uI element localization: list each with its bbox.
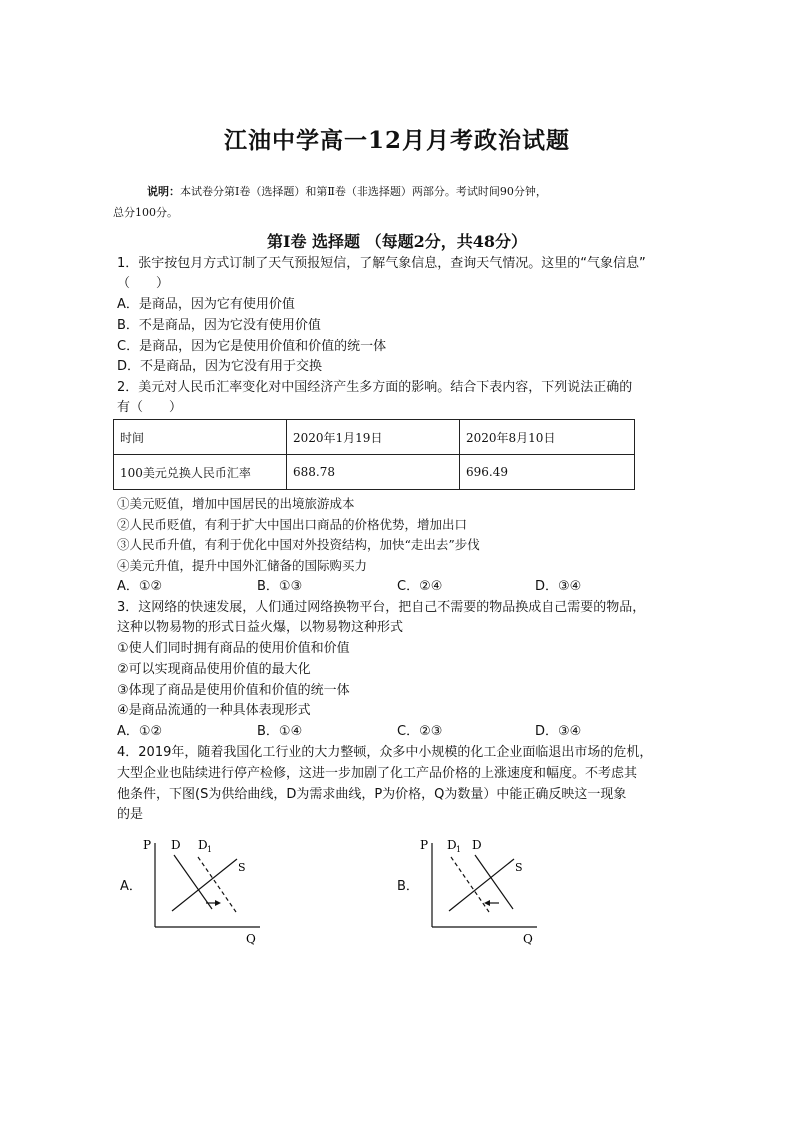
d1-label: D (198, 838, 208, 852)
q4-stem-line1: 4．2019年，随着我国化工行业的大力整顿，众多中小规模的化工企业面临退出市场的危机， (117, 745, 653, 760)
q2-choice-a: A．①② (117, 579, 163, 594)
q2-statement-2: ②人民币贬值，有利于扩大中国出口商品的价格优势，增加出口 (117, 517, 468, 532)
p-axis-label: P (420, 838, 429, 852)
d1-subscript: 1 (456, 845, 462, 854)
s-label: S (238, 861, 246, 874)
s-label: S (515, 861, 523, 874)
table-row (114, 455, 635, 490)
q1-option-c: C．是商品，因为它是使用价值和价值的统一体 (117, 339, 387, 354)
q3-choice-a: A．①② (117, 724, 163, 739)
q1-stem-line1: 1．张宇按包月方式订制了天气预报短信，了解气象信息，查询天气情况。这里的“气象信息” (117, 256, 646, 271)
table-cell: 696.49 (460, 455, 635, 490)
table-cell: 2020年1月19日 (287, 420, 460, 455)
q2-choice-b: B．①③ (257, 579, 303, 594)
q3-choice-c: C．②③ (397, 724, 443, 739)
exam-note-line2: 总分100分。 (113, 206, 178, 219)
table-cell: 688.78 (287, 455, 460, 490)
q4-stem-line2: 大型企业也陆续进行停产检修，这进一步加剧了化工产品价格的上涨速度和幅度。不考虑其 (117, 766, 638, 781)
section-title: 第Ⅰ卷 选择题 （每题2分，共48分） (266, 232, 528, 251)
q2-statement-1: ①美元贬值，增加中国居民的出境旅游成本 (117, 496, 355, 511)
demand-curve-d (475, 855, 513, 909)
q2-statement-3: ③人民币升值，有利于优化中国对外投资结构，加快“走出去”步伐 (117, 537, 480, 552)
q2-choice-d: D．③④ (535, 579, 582, 594)
q2-statement-4: ④美元升值，提升中国外汇储备的国际购买力 (117, 558, 368, 573)
q3-statement-1: ①使人们同时拥有商品的使用价值和价值 (117, 641, 350, 656)
q3-choice-b: B．①④ (257, 724, 303, 739)
p-axis-label: P (143, 838, 152, 852)
q4-graph-b-option: B． (397, 879, 419, 894)
table-cell: 100美元兑换人民币汇率 (114, 455, 287, 490)
q3-statement-3: ③体现了商品是使用价值和价值的统一体 (117, 683, 350, 698)
q4-graph-a-option: A． (120, 879, 142, 894)
exam-note-line1 (147, 183, 547, 199)
q1-option-a: A．是商品，因为它有使用价值 (117, 297, 295, 312)
q1-stem-line2: （ ） (117, 276, 170, 291)
q2-choice-c: C．②④ (397, 579, 443, 594)
q2-stem-line1: 2．美元对人民币汇率变化对中国经济产生多方面的影响。结合下表内容，下列说法正确的 (117, 380, 633, 395)
d1-label: D (447, 838, 457, 852)
q1-option-b: B．不是商品，因为它没有使用价值 (117, 318, 321, 333)
q3-statement-4: ④是商品流通的一种具体表现形式 (117, 703, 311, 718)
q-axis-label: Q (246, 932, 256, 946)
demand-curve-d1 (451, 857, 489, 912)
q2-stem-line2: 有（ ） (117, 400, 183, 415)
supply-demand-graph-b (417, 835, 547, 950)
q4-stem-line4: 的是 (117, 807, 144, 822)
note-label: 说明： (147, 185, 180, 198)
table-row (114, 420, 635, 455)
exchange-rate-table (113, 419, 635, 490)
q1-option-d: D．不是商品，因为它没有用于交换 (117, 359, 323, 374)
q4-stem-line3: 他条件，下图(S为供给曲线，D为需求曲线，P为价格，Q为数量）中能正确反映这一现象 (117, 787, 627, 802)
d-label: D (472, 838, 482, 852)
supply-curve-s (449, 859, 514, 911)
note-text: 本试卷分第Ⅰ卷（选择题）和第Ⅱ卷（非选择题）两部分。考试时间90分钟， (180, 185, 547, 198)
q3-choice-d: D．③④ (535, 724, 582, 739)
q3-statement-2: ②可以实现商品使用价值的最大化 (117, 662, 311, 677)
d1-subscript: 1 (207, 845, 213, 854)
demand-curve-d (174, 855, 212, 909)
page-title: 江油中学高一12月月考政治试题 (223, 127, 570, 154)
table-cell: 2020年8月10日 (460, 420, 635, 455)
q3-stem-line2: 这种以物易物的形式日益火爆，以物易物这种形式 (117, 620, 404, 635)
supply-demand-graph-a (140, 835, 270, 950)
table-cell: 时间 (114, 420, 287, 455)
arrow-head (215, 900, 221, 906)
d-label: D (171, 838, 181, 852)
q-axis-label: Q (523, 932, 533, 946)
q3-stem-line1: 3．这网络的快速发展，人们通过网络换物平台，把自己不需要的物品换成自己需要的物品， (117, 600, 646, 615)
